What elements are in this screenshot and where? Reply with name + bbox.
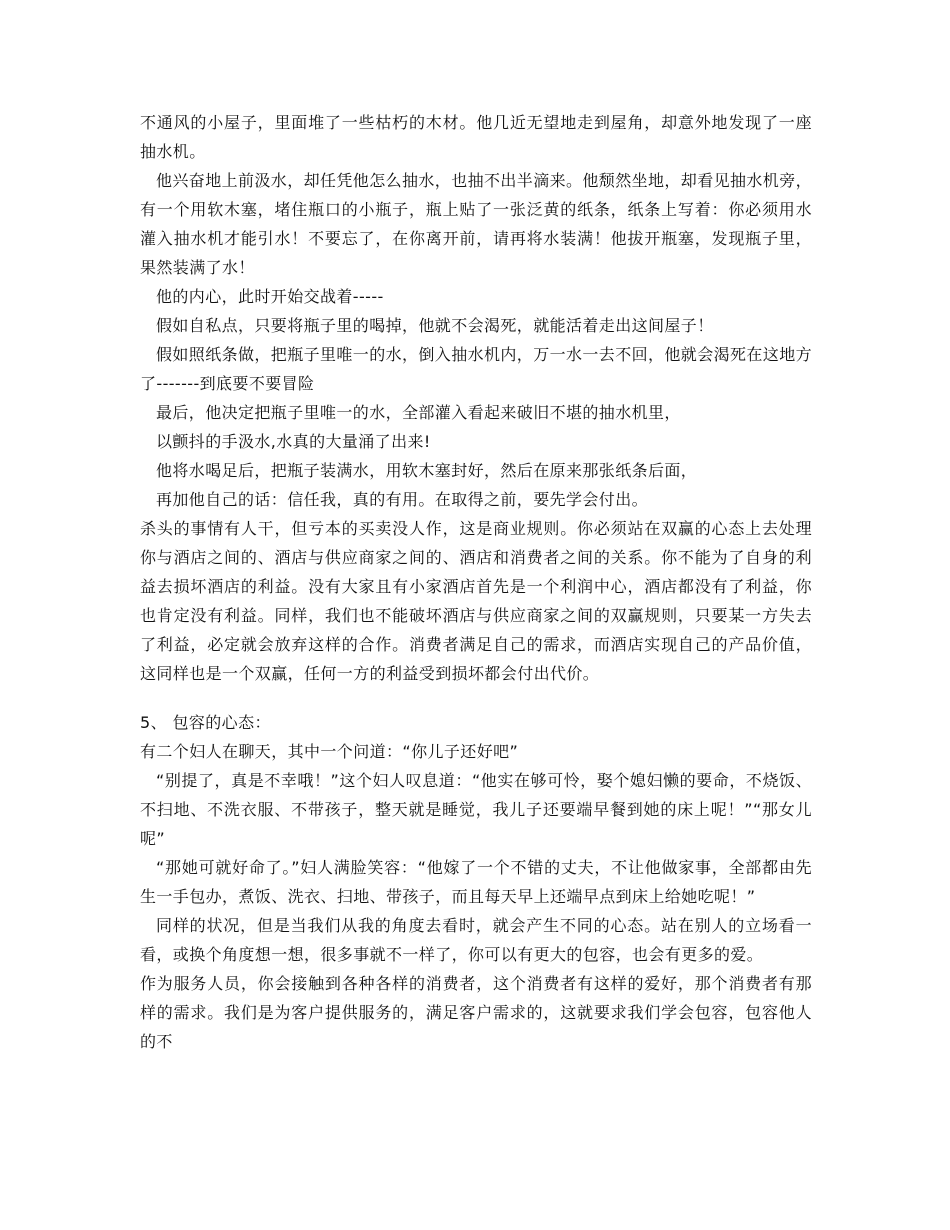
paragraph: 杀头的事情有人干，但亏本的买卖没人作，这是商业规则。你必须站在双赢的心态上去处理你与酒店之间的、酒店与供应商家之间的、酒店和消费者之间的关系。你不能为了自身的利益去损坏酒店的利益。没有大家且有小家酒店首先是一个利润中心，酒店都没有了利益，你也肯定没有利益。同样，我们也不能破坏酒店与供应商家之间的双赢规则，只要某一方失去了利益，必定就会放弃这样的合作。消费者满足自己的需求，而酒店实现自己的产品价值，这同样也是一个双赢，任何一方的利益受到损坏都会付出代价。 — [140, 519, 812, 683]
paragraph: 假如照纸条做，把瓶子里唯一的水，倒入抽水机内，万一水一去不回，他就会渴死在这地方了-------到底要不要冒险 — [140, 345, 813, 393]
document-body — [140, 108, 812, 1056]
paragraph: 有二个妇人在聊天，其中一个问道：“你儿子还好吧” — [140, 742, 519, 761]
paragraph: “别提了，真是不幸哦！”这个妇人叹息道：“他实在够可怜，娶个媳妇懒的要命，不烧饭、不扫地、不洗衣服、不带孩子，整天就是睡觉，我儿子还要端早餐到她的床上呢！”“那女儿呢” — [140, 771, 812, 848]
paragraph: 作为服务人员，你会接触到各种各样的消费者，这个消费者有这样的爱好，那个消费者有那样的需求。我们是为客户提供服务的，满足客户需求的，这就要求我们学会包容，包容他人的不 — [140, 974, 812, 1051]
paragraph: 他兴奋地上前汲水，却任凭他怎么抽水，也抽不出半滴来。他颓然坐地，却看见抽水机旁，有一个用软木塞，堵住瓶口的小瓶子，瓶上贴了一张泛黄的纸条，纸条上写着：你必须用水灌入抽水机才能引水！不要忘了，在你离开前，请再将水装满！他拔开瓶塞，发现瓶子里，果然装满了水！ — [140, 171, 813, 277]
paragraph: “那她可就好命了。”妇人满脸笑容：“他嫁了一个不错的丈夫，不让他做家事，全部都由先生一手包办，煮饭、洗衣、扫地、带孩子，而且每天早上还端早点到床上给她吃呢！” — [140, 858, 812, 906]
paragraph: 他的内心，此时开始交战着----- — [156, 287, 384, 306]
paragraph: 再加他自己的话：信任我，真的有用。在取得之前，要先学会付出。 — [156, 490, 649, 509]
paragraph: 最后，他决定把瓶子里唯一的水，全部灌入看起来破旧不堪的抽水机里， — [156, 403, 681, 422]
paragraph: 他将水喝足后，把瓶子装满水，用软木塞封好，然后在原来那张纸条后面， — [156, 461, 698, 480]
paragraph: 不通风的小屋子，里面堆了一些枯朽的木材。他几近无望地走到屋角，却意外地发现了一座抽水机。 — [140, 113, 812, 161]
paragraph: 假如自私点，只要将瓶子里的喝掉，他就不会渴死，就能活着走出这间屋子！ — [156, 316, 714, 335]
section-spacer — [140, 688, 812, 708]
section-heading: 5、 包容的心态： — [140, 713, 271, 732]
paragraph: 同样的状况，但是当我们从我的角度去看时，就会产生不同的心态。站在别人的立场看一看，或换个角度想一想，很多事就不一样了，你可以有更大的包容，也会有更多的爱。 — [140, 916, 812, 964]
paragraph: 以颤抖的手汲水,水真的大量涌了出来! — [156, 432, 431, 451]
